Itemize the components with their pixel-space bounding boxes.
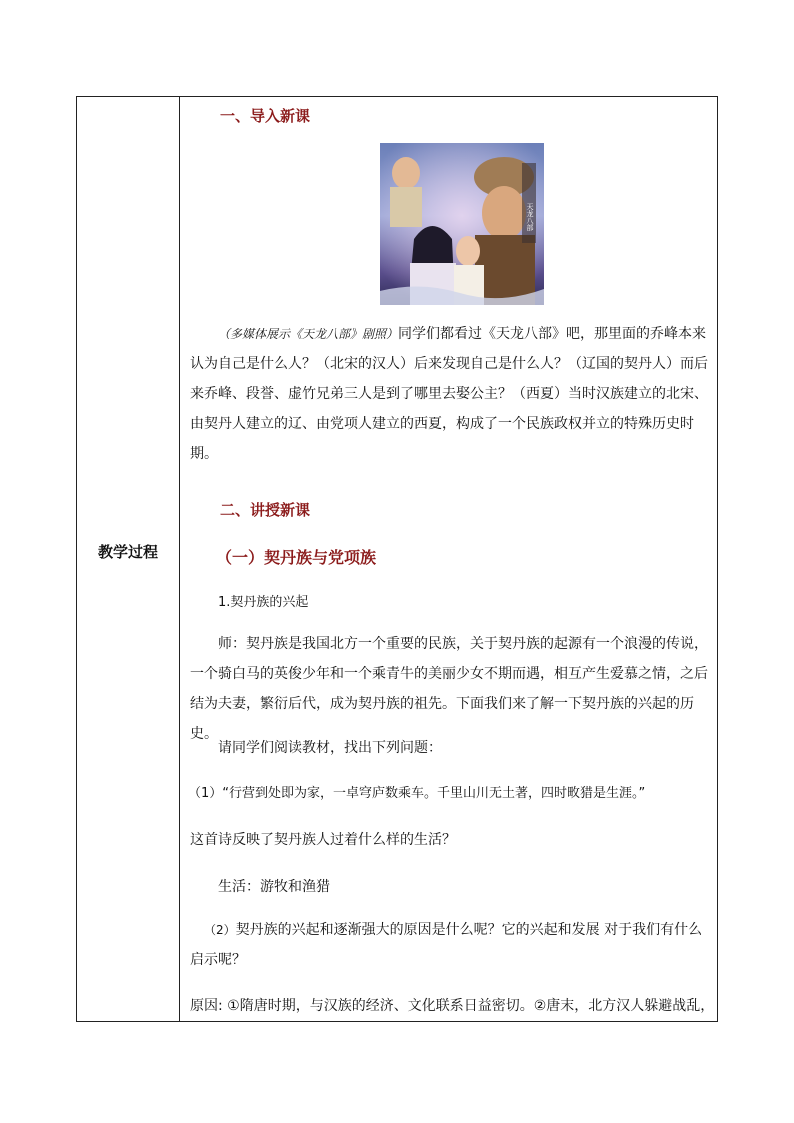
question1 bbox=[188, 782, 645, 801]
intro-note: （多媒体展示《天龙八部》剧照） bbox=[218, 327, 399, 341]
subsection-title: （一）契丹族与党项族 bbox=[216, 548, 377, 567]
question2-paragraph bbox=[190, 915, 714, 975]
teacher-paragraph: 师：契丹族是我国北方一个重要的民族，关于契丹族的起源有一个浪漫的传说，一个骑白马的英俊少年和一个乘青牛的美丽少女不期而遇，相互产生爱慕之情，之后结为夫妻，繁衍后代，成为契丹族的祖先。下面我们来了解一下契丹族的兴起的历史。 bbox=[190, 636, 708, 742]
poster-title: 天龙八部 bbox=[526, 203, 534, 231]
question1-poem: “行营到处即为家，一卓穹庐数乘车。千里山川无土著，四时畋猎是生涯。” bbox=[222, 786, 646, 801]
content-cell bbox=[180, 97, 717, 1021]
section2-title: 二、讲授新课 bbox=[220, 501, 311, 519]
lesson-table bbox=[76, 96, 718, 1022]
row-label: 教学过程 bbox=[97, 543, 158, 561]
intro-paragraph bbox=[190, 319, 714, 469]
question2-text: 契丹族的兴起和逐渐强大的原因是什么呢？它的兴起和发展 对于我们有什么启示呢？ bbox=[190, 922, 703, 968]
tianlong-babu-poster bbox=[380, 143, 544, 305]
instruction-text: 请同学们阅读教材，找出下列问题： bbox=[218, 740, 442, 756]
answer1-text: 生活：游牧和渔猎 bbox=[218, 879, 330, 895]
question1-number: （1） bbox=[188, 786, 223, 801]
section1-title: 一、导入新课 bbox=[220, 107, 311, 125]
reason-text: 原因: ①隋唐时期，与汉族的经济、文化联系日益密切。②唐末，北方汉人躲避战乱， bbox=[190, 998, 715, 1014]
intro-text: 同学们都看过《天龙八部》吧，那里面的乔峰本来认为自己是什么人？（北宋的汉人）后来发现自己是什么人？（辽国的契丹人）而后来乔峰、段誉、虚竹兄弟三人是到了哪里去娶公主？（西夏）当时汉族建立的北宋、由契丹人建立的辽、由党项人建立的西夏，构成了一个民族政权并立的特殊历史时期。 bbox=[190, 326, 708, 462]
item1-title: 1.契丹族的兴起 bbox=[218, 595, 309, 610]
poster-image bbox=[380, 143, 544, 305]
question1-followup: 这首诗反映了契丹族人过着什么样的生活？ bbox=[190, 832, 456, 848]
question2-number: （2） bbox=[204, 923, 236, 937]
